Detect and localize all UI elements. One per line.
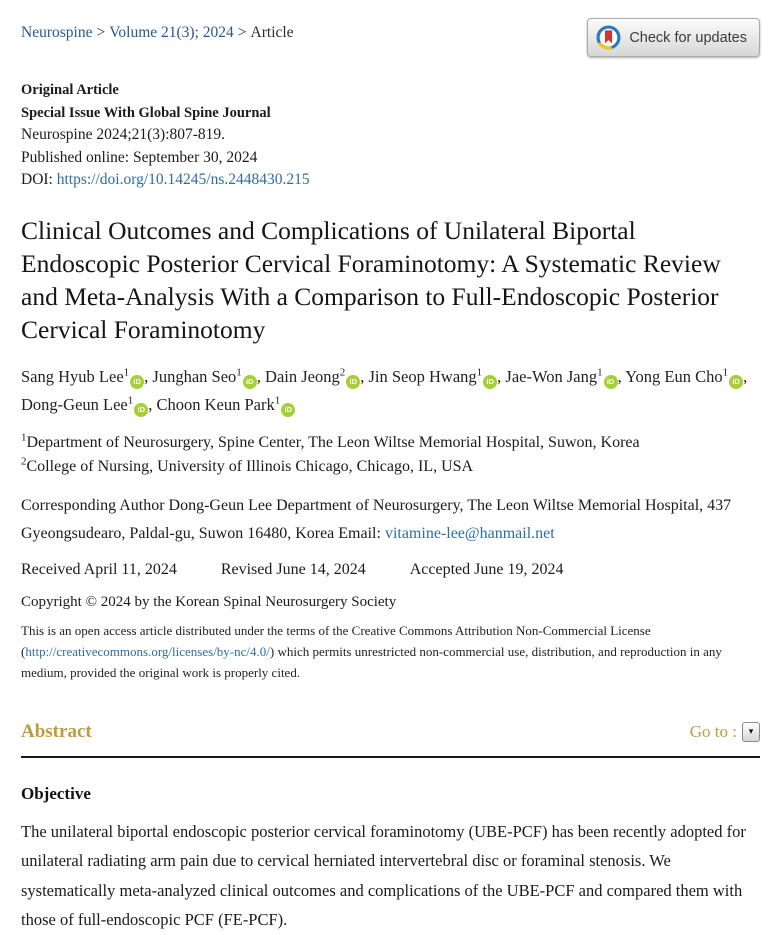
author-name: Yong Eun Cho xyxy=(625,366,723,386)
crossmark-icon xyxy=(596,25,621,50)
license-link[interactable]: http://creativecommons.org/licenses/by-nc/4.0/ xyxy=(25,643,270,659)
author xyxy=(21,395,157,414)
author-affil-sup: 1 xyxy=(476,366,483,379)
chevron-down-icon: ▾ xyxy=(748,726,754,737)
breadcrumb xyxy=(21,24,294,42)
breadcrumb-link-volume[interactable]: Volume 21(3); 2024 xyxy=(109,24,234,41)
breadcrumb-link-journal[interactable]: Neurospine xyxy=(21,24,93,41)
author xyxy=(157,395,296,414)
orcid-icon[interactable]: iD xyxy=(346,375,360,389)
author-affil-sup: 1 xyxy=(123,366,130,379)
corresponding-email-link[interactable]: vitamine-lee@hanmail.net xyxy=(384,525,555,543)
breadcrumb-current: Article xyxy=(250,24,294,41)
author xyxy=(625,367,747,386)
author xyxy=(21,367,152,386)
section-divider xyxy=(21,756,760,758)
affiliation xyxy=(21,431,760,456)
orcid-icon[interactable]: iD xyxy=(281,403,295,417)
author xyxy=(368,367,505,386)
author-name: Junghan Seo xyxy=(152,366,237,386)
check-for-updates-button[interactable] xyxy=(587,18,760,57)
affiliation-list xyxy=(21,431,760,480)
affiliation-text: Department of Neurosurgery, Spine Center, The Leon Wiltse Memorial Hospital, Suwon, Korea xyxy=(26,433,640,451)
author-separator: , xyxy=(256,366,266,386)
orcid-icon[interactable]: iD xyxy=(604,375,618,389)
author xyxy=(152,367,265,386)
author-affil-sup: 1 xyxy=(127,394,134,407)
orcid-icon[interactable]: iD xyxy=(243,375,257,389)
goto-control xyxy=(690,722,760,742)
author-affil-sup: 1 xyxy=(722,366,729,379)
author-separator: , xyxy=(617,366,626,386)
accepted-date: Accepted June 19, 2024 xyxy=(409,560,564,578)
article-dates xyxy=(21,561,760,579)
orcid-icon[interactable]: iD xyxy=(134,403,148,417)
author-name: Dong-Geun Lee xyxy=(21,394,128,414)
affiliation xyxy=(21,455,760,480)
affiliation-sup: 1 xyxy=(21,431,27,444)
received-date: Received April 11, 2024 xyxy=(21,560,177,578)
affiliation-text: College of Nursing, University of Illinois Chicago, Chicago, IL, USA xyxy=(26,458,474,476)
author-affil-sup: 1 xyxy=(274,394,281,407)
author-name: Jae-Won Jang xyxy=(505,366,598,386)
corresponding-author xyxy=(21,492,760,549)
author-name: Dain Jeong xyxy=(265,366,340,386)
objective-heading: Objective xyxy=(21,783,91,803)
affiliation-sup: 2 xyxy=(21,455,27,468)
author-separator: , xyxy=(144,366,153,386)
orcid-icon[interactable]: iD xyxy=(130,375,144,389)
doi-link[interactable]: https://doi.org/10.14245/ns.2448430.215 xyxy=(56,171,310,188)
check-for-updates-label: Check for updates xyxy=(629,29,747,46)
citation: Neurospine 2024;21(3):807-819. xyxy=(21,126,226,143)
author-name: Sang Hyub Lee xyxy=(21,366,124,386)
author xyxy=(265,367,368,386)
goto-label: Go to : xyxy=(689,721,737,741)
license-text-pre: This is an open access article distributed under the terms of the Creative Commons Attribution Non-Commercial License ( xyxy=(21,622,651,659)
author-separator: , xyxy=(743,366,748,386)
author-name: Jin Seop Hwang xyxy=(368,366,477,386)
article-meta xyxy=(21,79,760,192)
orcid-icon[interactable]: iD xyxy=(729,375,743,389)
breadcrumb-separator: > xyxy=(237,24,247,41)
article-type: Original Article xyxy=(21,82,119,98)
author-affil-sup: 1 xyxy=(236,366,242,379)
copyright-notice: Copyright © 2024 by the Korean Spinal Neurosurgery Society xyxy=(21,593,397,610)
top-row xyxy=(21,14,760,57)
author-affil-sup: 2 xyxy=(339,366,346,379)
abstract-section-head xyxy=(21,721,760,743)
author-separator: , xyxy=(497,366,506,386)
objective-text: The unilateral biportal endoscopic posterior cervical foraminotomy (UBE-PCF) has been recently adopted for unilateral radiating arm pain due to cervical herniated intervertebral disc or foraminal stenosis. We systematically meta-analyzed clinical outcomes and complications of the UBE-PCF and compared them with those of full-endoscopic PCF (FE-PCF). xyxy=(21,821,746,930)
article-title: Clinical Outcomes and Complications of Unilateral Biportal Endoscopic Posterior Cervical Foraminotomy: A Systematic Review and Meta-Analysis With a Comparison to Full-Endoscopic Posterior Cervical Foraminotomy xyxy=(21,215,721,344)
author xyxy=(505,367,625,386)
license-notice xyxy=(21,620,760,683)
corresponding-text: Corresponding Author Dong-Geun Lee Department of Neurosurgery, The Leon Wiltse Memorial Hospital, 437 Gyeongsudearo, Paldal-gu, Suwon 16480, Korea Email: xyxy=(21,496,732,543)
published-online: Published online: September 30, 2024 xyxy=(21,148,258,166)
author-affil-sup: 1 xyxy=(597,366,603,379)
author-separator: , xyxy=(148,394,157,414)
goto-select[interactable] xyxy=(742,722,760,742)
orcid-icon[interactable]: iD xyxy=(483,375,497,389)
author-list xyxy=(21,363,760,419)
author-name: Choon Keun Park xyxy=(156,394,275,414)
breadcrumb-separator: > xyxy=(96,24,106,41)
abstract-heading: Abstract xyxy=(21,720,92,742)
doi-line xyxy=(21,169,760,192)
doi-label: DOI: xyxy=(21,171,57,188)
special-issue: Special Issue With Global Spine Journal xyxy=(21,104,271,121)
author-separator: , xyxy=(360,366,369,386)
license-text-post: ) which permits unrestricted non-commercial use, distribution, and reproduction in any medium, provided the original work is properly cited. xyxy=(21,643,722,680)
revised-date: Revised June 14, 2024 xyxy=(220,560,366,578)
